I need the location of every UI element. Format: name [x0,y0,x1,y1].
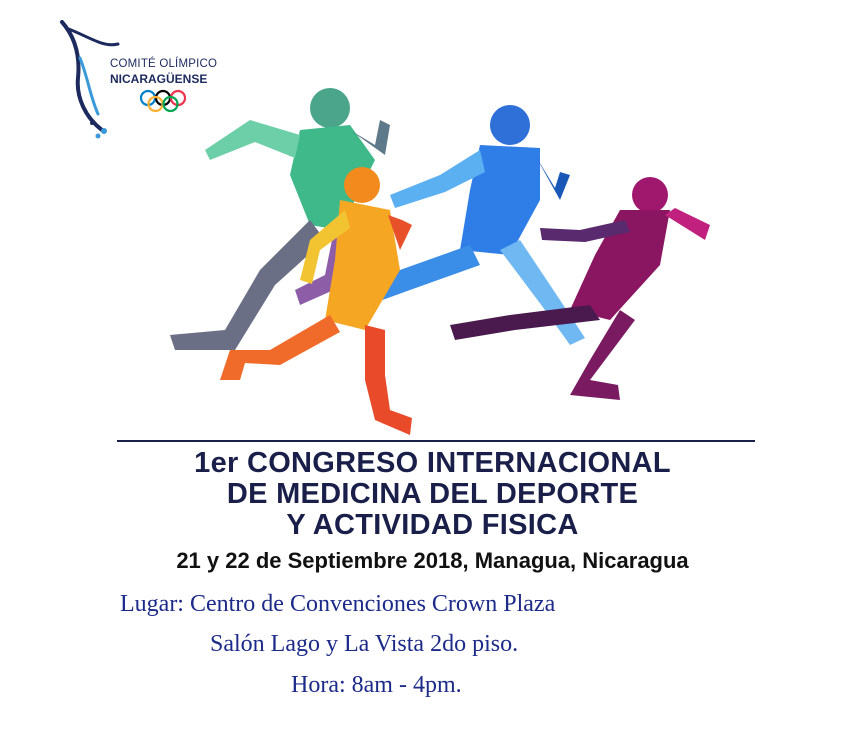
logo-line-1: COMITÉ OLÍMPICO [110,58,218,70]
event-dates: 21 y 22 de Septiembre 2018, Managua, Nicaragua [176,548,689,573]
title-line-1: 1er CONGRESO INTERNACIONAL [194,447,671,479]
logo-line-2: NICARAGÜENSE [110,72,208,86]
title-line-2: DE MEDICINA DEL DEPORTE [226,478,639,510]
runners-illustration [150,80,730,440]
venue-line-1: Lugar: Centro de Convenciones Crown Plaza [120,591,556,617]
event-hours: Hora: 8am - 4pm. [291,672,462,698]
divider-line [117,440,755,442]
title-line-3: Y ACTIVIDAD FISICA [286,509,579,541]
venue-line-2: Salón Lago y La Vista 2do piso. [210,631,519,657]
